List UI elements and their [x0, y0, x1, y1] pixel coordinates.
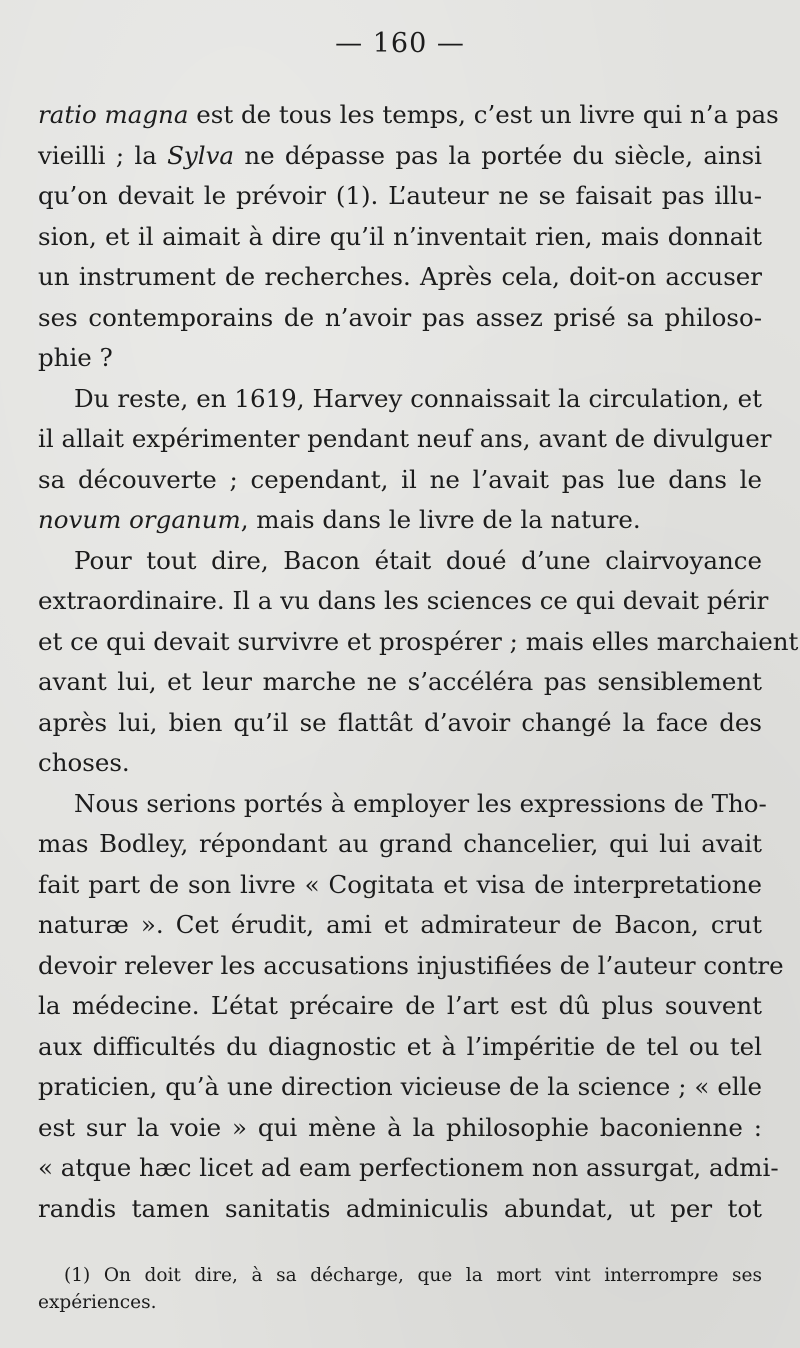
text-line — [38, 298, 762, 339]
text-line — [38, 905, 762, 946]
text-run: après lui, bien qu’il se flattât d’avoir changé la face des — [38, 707, 762, 737]
text-run: praticien, qu’à une direction vicieuse de la science ; « elle — [38, 1072, 762, 1101]
text-run: ne dépasse pas la portée du siècle, ainsi — [234, 140, 762, 170]
text-line — [38, 460, 762, 501]
page-number: — 160 — — [335, 28, 465, 59]
text-run: phie ? — [38, 343, 113, 372]
text-line — [38, 1067, 762, 1108]
text-line — [38, 419, 772, 460]
text-run: est de tous les temps, c’est un livre qui n’a pas — [188, 100, 779, 129]
text-run: vieilli ; la — [38, 140, 168, 170]
text-run: un instrument de recherches. Après cela, doit-on accuser — [38, 262, 762, 291]
text-line — [38, 946, 784, 987]
text-run: est sur la voie » qui mène à la philosophie baconienne : — [38, 1112, 762, 1142]
italic-text: ratio magna — [38, 100, 189, 129]
text-run: choses. — [38, 748, 130, 777]
body-text — [38, 95, 799, 1229]
text-run: Du reste, en 1619, Harvey connaissait la circulation, et — [74, 383, 762, 413]
text-line — [38, 1108, 762, 1149]
italic-text: novum organum — [38, 505, 241, 534]
text-run: fait part de son livre « Cogitata et visa de interpretatione — [38, 869, 762, 899]
text-line — [38, 581, 769, 622]
text-line — [38, 784, 767, 825]
italic-text: Sylva — [167, 140, 235, 170]
text-run: devoir relever les accusations injustifiées de l’auteur contre — [38, 950, 784, 980]
footnote-line: expériences. — [38, 1292, 157, 1313]
text-line — [38, 1189, 762, 1230]
text-run: la médecine. L’état précaire de l’art est dû plus souvent — [38, 991, 762, 1020]
text-run: sion, et il aimait à dire qu’il n’inventait rien, mais donnait — [38, 221, 762, 251]
text-run: sa découverte ; cependant, il ne l’avait pas lue dans le — [38, 464, 762, 494]
text-line — [38, 500, 762, 541]
text-line — [38, 1027, 762, 1068]
text-run: extraordinaire. Il a vu dans les sciences ce qui devait périr — [38, 586, 769, 615]
text-run: Nous serions portés à employer les expressions de Tho- — [74, 788, 767, 818]
text-run: naturæ ». Cet érudit, ami et admirateur de Bacon, crut — [38, 910, 762, 939]
text-line — [38, 541, 762, 582]
text-line — [38, 986, 762, 1027]
text-run: mas Bodley, répondant au grand chancelier, qui lui avait — [38, 829, 762, 858]
text-run: avant lui, et leur marche ne s’accéléra pas sensiblement — [38, 667, 762, 696]
text-run: randis tamen sanitatis adminiculis abundat, ut per tot — [38, 1193, 762, 1223]
text-line — [38, 338, 762, 379]
text-line — [38, 743, 762, 784]
text-run: ses contemporains de n’avoir pas assez prisé sa philoso- — [38, 302, 762, 332]
footnote-line: (1) On doit dire, à sa décharge, que la mort vint interrompre ses — [64, 1265, 762, 1286]
text-line — [38, 703, 762, 744]
text-run: , mais dans le livre de la nature. — [240, 505, 641, 534]
text-line — [38, 824, 762, 865]
text-line — [38, 257, 762, 298]
text-run: qu’on devait le prévoir (1). L’auteur ne se faisait pas illu- — [38, 181, 762, 210]
text-line — [38, 622, 799, 663]
text-run: et ce qui devait survivre et prospérer ; mais elles marchaient — [38, 626, 799, 656]
text-line — [38, 662, 762, 703]
text-line — [38, 1148, 779, 1189]
text-line — [38, 865, 762, 906]
text-line — [38, 379, 762, 420]
footnote — [38, 1262, 762, 1316]
text-run: aux difficultés du diagnostic et à l’impéritie de tel ou tel — [38, 1031, 762, 1061]
text-run: Pour tout dire, Bacon était doué d’une clairvoyance — [74, 545, 762, 575]
text-run: « atque hæc licet ad eam perfectionem non assurgat, admi- — [38, 1153, 779, 1182]
text-line — [38, 95, 779, 136]
text-line — [38, 136, 762, 177]
text-line — [38, 176, 762, 217]
text-line — [38, 217, 762, 258]
text-run: il allait expérimenter pendant neuf ans, avant de divulguer — [38, 424, 772, 453]
